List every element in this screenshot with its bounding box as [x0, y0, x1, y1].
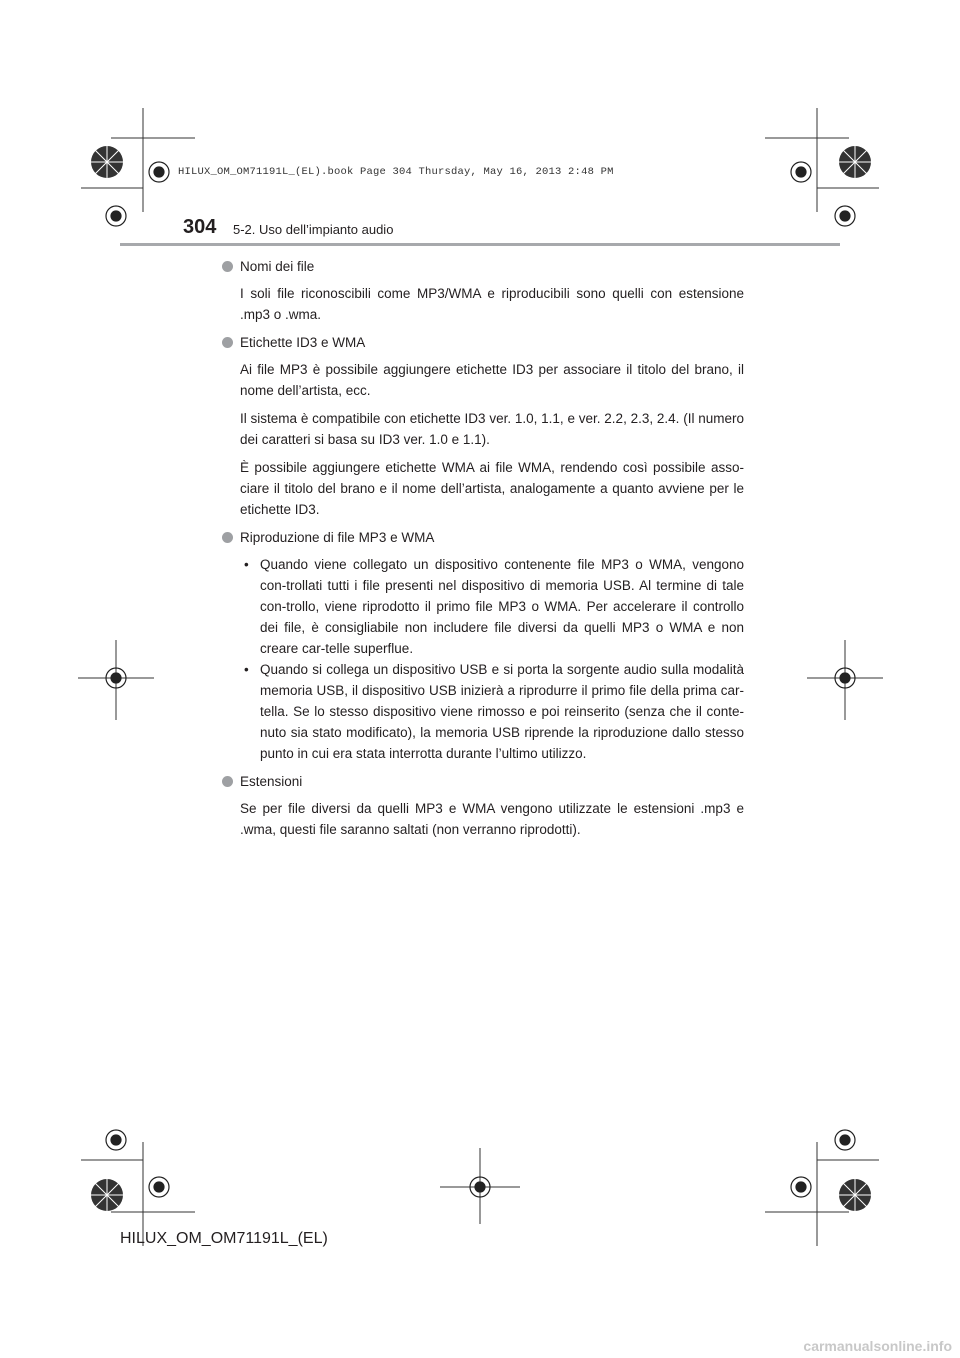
paragraph: È possibile aggiungere etichette WMA ai file WMA, rendendo così possibile asso-ciare il titolo del brano e il nome dell’artista, analogamente a quanto avviene per le etichette ID3. [240, 460, 744, 517]
content-body [222, 256, 744, 847]
section-heading: Etichette ID3 e WMA [240, 335, 366, 350]
sub-item-text: Quando viene collegato un dispositivo contenente file MP3 o WMA, vengono con-trollati tutti i file presenti nel dispositivo di memoria USB. Al termine di tale con-trollo, viene riprodotto il primo file MP3 o WMA. Per accelerare il controllo dei file, è consigliabile non includere file diversi da quelli MP3 o WMA e non creare car-telle superflue. [260, 557, 744, 656]
sub-list-item [240, 554, 744, 659]
section-id3-wma-tags [222, 332, 744, 520]
sub-bullet-icon: • [244, 662, 249, 677]
watermark: carmanualsonline.info [803, 1338, 952, 1354]
paragraph: Se per file diversi da quelli MP3 e WMA vengono utilizzate le estensioni .mp3 e .wma, questi file saranno saltati (non verranno riprodotti). [240, 801, 744, 837]
bullet-icon [222, 776, 233, 787]
section-file-names [222, 256, 744, 325]
paragraph: Il sistema è compatibile con etichette ID3 ver. 1.0, 1.1, e ver. 2.2, 2.3, 2.4. (Il numero dei caratteri si basa su ID3 ver. 1.0 e 1.1). [240, 411, 744, 447]
sub-bullet-icon: • [244, 557, 249, 572]
section-playback [222, 527, 744, 764]
bullet-icon [222, 261, 233, 272]
section-heading: Riproduzione di file MP3 e WMA [240, 530, 435, 545]
section-extensions [222, 771, 744, 840]
section-heading: Estensioni [240, 774, 303, 789]
footer-manual-code: HILUX_OM_OM71191L_(EL) [120, 1230, 328, 1247]
sub-item-text: Quando si collega un dispositivo USB e si porta la sorgente audio sulla modalità memoria USB, il dispositivo USB inizierà a riprodurre il primo file della prima car-tella. Se lo stesso dispositivo viene rimosso e poi reinserito (senza che il conte-nuto sia stato modificato), la memoria USB riprende la riproduzione dallo stesso punto in cui era stata interrotta durante l’ultimo utilizzo. [260, 662, 744, 761]
header-rule [120, 243, 840, 246]
section-title: 5-2. Uso dell’impianto audio [233, 222, 394, 237]
paragraph: I soli file riconoscibili come MP3/WMA e riproducibili sono quelli con estensione .mp3 o .wma. [240, 286, 744, 322]
paragraph: Ai file MP3 è possibile aggiungere etichette ID3 per associare il titolo del brano, il nome dell’artista, ecc. [240, 362, 744, 398]
bullet-icon [222, 532, 233, 543]
page-number: 304 [183, 216, 217, 238]
bullet-icon [222, 337, 233, 348]
section-heading: Nomi dei file [240, 259, 315, 274]
book-file-info: HILUX_OM_OM71191L_(EL).book Page 304 Thursday, May 16, 2013 2:48 PM [178, 166, 614, 178]
sub-list-item [240, 659, 744, 764]
